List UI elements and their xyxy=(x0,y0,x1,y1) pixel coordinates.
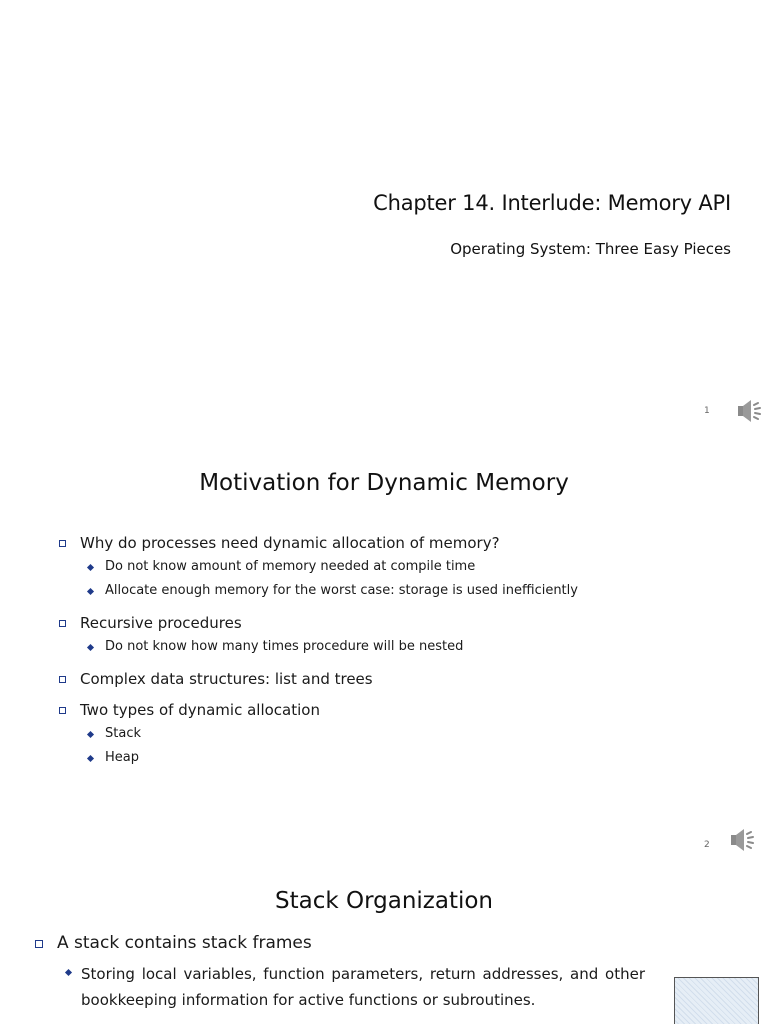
slide-1 xyxy=(0,0,768,432)
sub-list-item xyxy=(86,555,739,579)
slide-title: Motivation for Dynamic Memory xyxy=(199,470,569,496)
sub-bullet-list xyxy=(59,722,739,770)
bullet-text: Complex data structures: list and trees xyxy=(80,670,373,688)
square-bullet-icon xyxy=(59,707,66,714)
bullet-text: Why do processes need dynamic allocation of memory? xyxy=(80,534,500,552)
sub-bullet-text: Storing local variables, function parameters, return addresses, and other bookkeeping information for active functions or subroutines. xyxy=(81,965,645,1009)
bullet-text: Two types of dynamic allocation xyxy=(80,701,320,719)
slide-3 xyxy=(0,864,768,1024)
diamond-bullet-icon xyxy=(65,969,72,976)
list-item xyxy=(59,532,739,603)
sub-list-item xyxy=(86,722,739,746)
bullet-list xyxy=(35,930,645,1013)
diamond-bullet-icon xyxy=(87,755,94,762)
list-item xyxy=(59,699,739,770)
list-item xyxy=(59,668,739,690)
list-item xyxy=(59,612,739,659)
book-subtitle: Operating System: Three Easy Pieces xyxy=(450,240,731,258)
sub-bullet-text: Allocate enough memory for the worst case: storage is used inefficiently xyxy=(105,583,578,598)
sub-bullet-text: Do not know how many times procedure will be nested xyxy=(105,639,464,654)
list-item xyxy=(35,930,645,1013)
sub-bullet-text: Stack xyxy=(105,726,141,741)
bullet-text: Recursive procedures xyxy=(80,614,242,632)
bullet-text: A stack contains stack frames xyxy=(57,933,312,953)
sub-bullet-text: Heap xyxy=(105,750,139,765)
bullet-list xyxy=(59,532,739,779)
stack-diagram-box xyxy=(674,977,759,1024)
square-bullet-icon xyxy=(35,940,43,948)
diamond-bullet-icon xyxy=(87,588,94,595)
square-bullet-icon xyxy=(59,620,66,627)
diamond-bullet-icon xyxy=(87,731,94,738)
speaker-icon[interactable] xyxy=(729,825,757,855)
sub-list-item xyxy=(86,746,739,770)
sub-list-item xyxy=(64,961,645,1013)
slide-number: 2 xyxy=(704,840,710,850)
sub-list-item xyxy=(86,579,739,603)
sub-bullet-list xyxy=(59,555,739,603)
sub-list-item xyxy=(86,635,739,659)
sub-bullet-list xyxy=(35,961,645,1013)
sub-bullet-list xyxy=(59,635,739,659)
slide-number: 1 xyxy=(704,406,710,416)
square-bullet-icon xyxy=(59,540,66,547)
slide-2 xyxy=(0,432,768,864)
diamond-bullet-icon xyxy=(87,564,94,571)
speaker-icon[interactable] xyxy=(736,396,764,426)
sub-bullet-text: Do not know amount of memory needed at compile time xyxy=(105,559,476,574)
diamond-bullet-icon xyxy=(87,644,94,651)
slide-title: Stack Organization xyxy=(274,888,494,914)
chapter-title: Chapter 14. Interlude: Memory API xyxy=(373,191,731,215)
square-bullet-icon xyxy=(59,676,66,683)
